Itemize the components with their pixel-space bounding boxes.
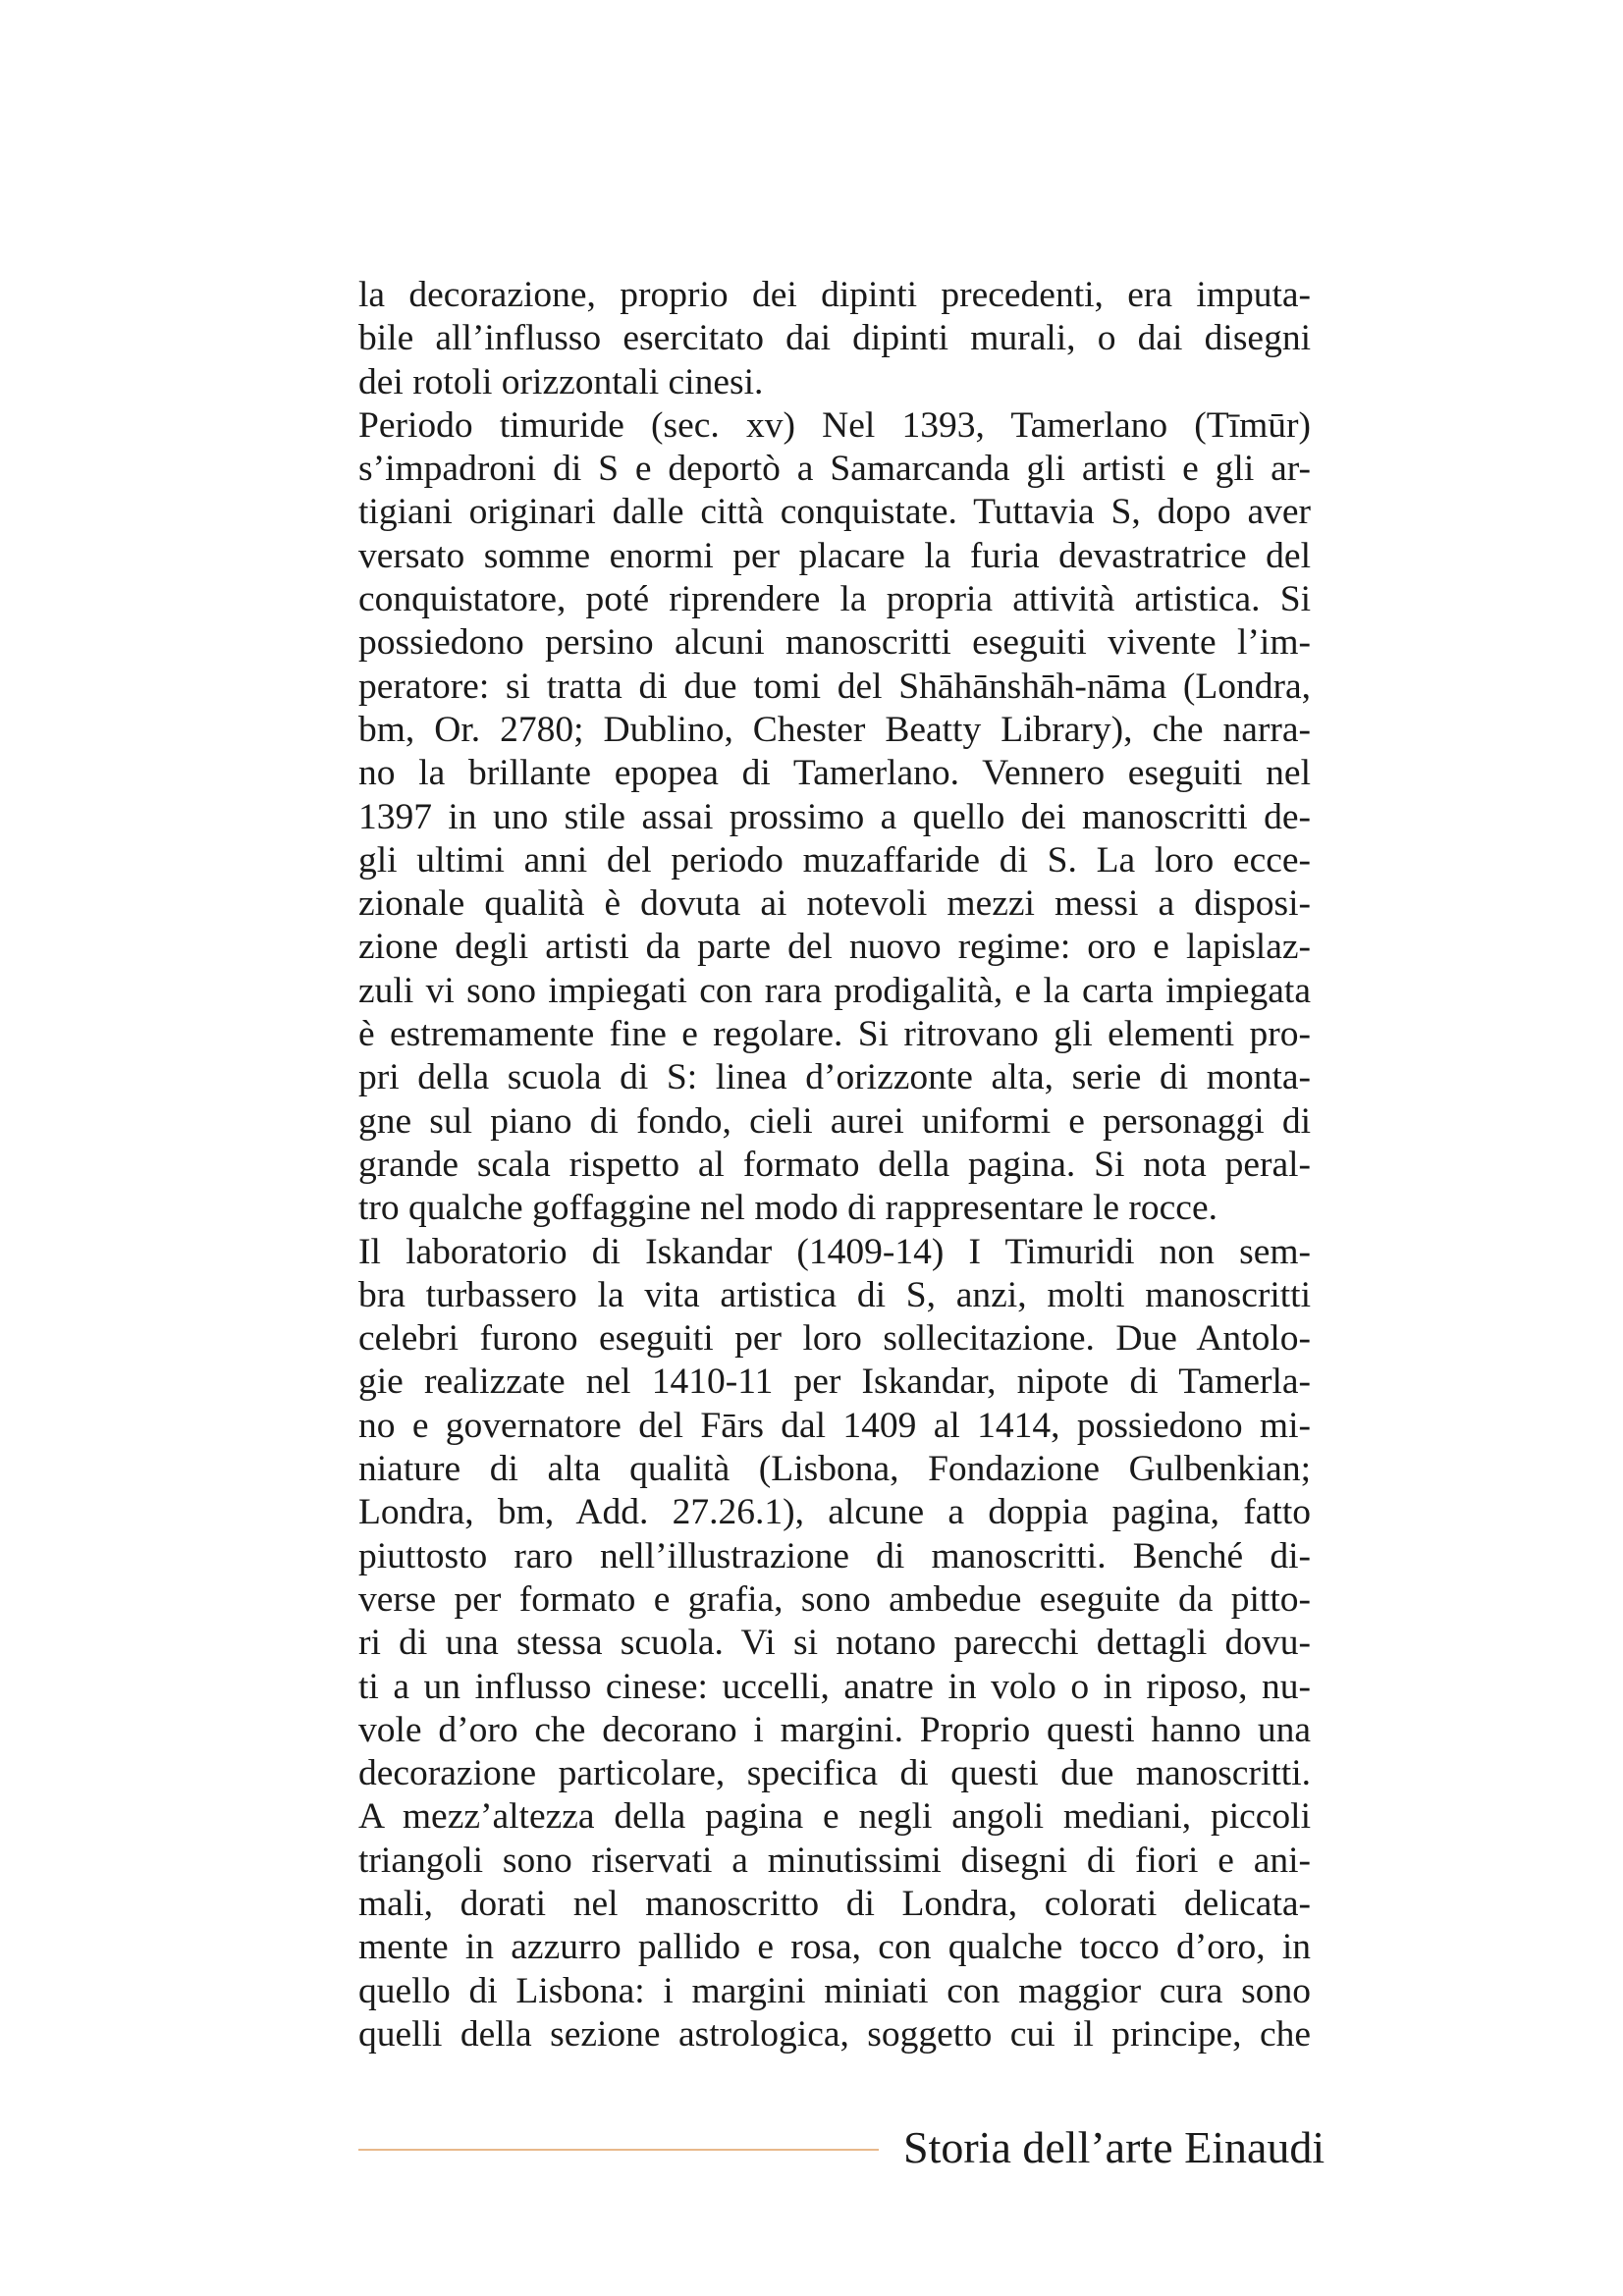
- text-line: Il laboratorio di Iskandar (1409-14) I Timuridi non sem-: [358, 1231, 1311, 1272]
- text-line: triangoli sono riservati a minutissimi disegni di fiori e ani-: [358, 1840, 1311, 1881]
- text-line: zionale qualità è dovuta ai notevoli mezzi messi a disposi-: [358, 883, 1311, 925]
- text-line: s’impadroni di S e deportò a Samarcanda gli artisti e gli ar-: [358, 449, 1311, 490]
- text-line: tigiani originari dalle città conquistate. Tuttavia S, dopo aver: [358, 492, 1311, 533]
- text-line: è estremamente fine e regolare. Si ritrovano gli elementi pro-: [358, 1014, 1311, 1055]
- text-line: gne sul piano di fondo, cieli aurei uniformi e personaggi di: [358, 1100, 1311, 1142]
- text-line: zuli vi sono impiegati con rara prodigalità, e la carta impiegata: [358, 970, 1311, 1011]
- text-line: vole d’oro che decorano i margini. Proprio questi hanno una: [358, 1709, 1311, 1750]
- text-line: 1397 in uno stile assai prossimo a quello dei manoscritti de-: [358, 796, 1311, 837]
- text-line: niature di alta qualità (Lisbona, Fondazione Gulbenkian;: [358, 1449, 1311, 1490]
- text-line: peratore: si tratta di due tomi del Shāhānshāh-nāma (Londra,: [358, 666, 1311, 707]
- text-line: possiedono persino alcuni manoscritti eseguiti vivente l’im-: [358, 622, 1311, 664]
- text-line: bile all’influsso esercitato dai dipinti murali, o dai disegni: [358, 318, 1311, 359]
- text-line: gli ultimi anni del periodo muzaffaride di S. La loro ecce-: [358, 839, 1311, 881]
- text-line: tro qualche goffaggine nel modo di rappresentare le rocce.: [358, 1188, 1217, 1229]
- text-line: no e governatore del Fārs dal 1409 al 1414, possiedono mi-: [358, 1405, 1311, 1446]
- text-line: no la brillante epopea di Tamerlano. Vennero eseguiti nel: [358, 753, 1311, 794]
- footer-rule: [358, 2149, 879, 2151]
- text-line: mente in azzurro pallido e rosa, con qualche tocco d’oro, in: [358, 1927, 1311, 1968]
- text-line: versato somme enormi per placare la furia devastratrice del: [358, 535, 1311, 576]
- text-line: grande scala rispetto al formato della pagina. Si nota peral-: [358, 1144, 1311, 1185]
- text-line: bra turbassero la vita artistica di S, anzi, molti manoscritti: [358, 1274, 1311, 1315]
- text-line: quelli della sezione astrologica, soggetto cui il principe, che: [358, 2013, 1311, 2055]
- text-line: verse per formato e grafia, sono ambedue eseguite da pitto-: [358, 1578, 1311, 1620]
- footer-title: Storia dell’arte Einaudi: [903, 2122, 1325, 2172]
- body-text: [358, 274, 1311, 2056]
- text-line: mali, dorati nel manoscritto di Londra, colorati delicata-: [358, 1883, 1311, 1924]
- text-line: Periodo timuride (sec. xv) Nel 1393, Tamerlano (Tīmūr): [358, 404, 1311, 446]
- text-line: dei rotoli orizzontali cinesi.: [358, 361, 764, 402]
- text-line: ti a un influsso cinese: uccelli, anatre in volo o in riposo, nu-: [358, 1666, 1311, 1707]
- text-line: A mezz’altezza della pagina e negli angoli mediani, piccoli: [358, 1796, 1311, 1838]
- text-line: zione degli artisti da parte del nuovo regime: oro e lapislaz-: [358, 927, 1311, 968]
- text-line: pri della scuola di S: linea d’orizzonte alta, serie di monta-: [358, 1057, 1311, 1098]
- text-line: gie realizzate nel 1410-11 per Iskandar, nipote di Tamerla-: [358, 1362, 1311, 1403]
- text-line: Londra, bm, Add. 27.26.1), alcune a doppia pagina, fatto: [358, 1492, 1311, 1533]
- text-line: quello di Lisbona: i margini miniati con maggior cura sono: [358, 1970, 1311, 2011]
- text-line: bm, Or. 2780; Dublino, Chester Beatty Library), che narra-: [358, 709, 1311, 750]
- text-line: ri di una stessa scuola. Vi si notano parecchi dettagli dovu-: [358, 1623, 1311, 1664]
- text-line: decorazione particolare, specifica di questi due manoscritti.: [358, 1753, 1311, 1794]
- text-line: piuttosto raro nell’illustrazione di manoscritti. Benché di-: [358, 1535, 1311, 1576]
- text-line: celebri furono eseguiti per loro sollecitazione. Due Antolo-: [358, 1318, 1311, 1360]
- text-line: conquistatore, poté riprendere la propria attività artistica. Si: [358, 579, 1311, 620]
- text-line: la decorazione, proprio dei dipinti precedenti, era imputa-: [358, 275, 1311, 315]
